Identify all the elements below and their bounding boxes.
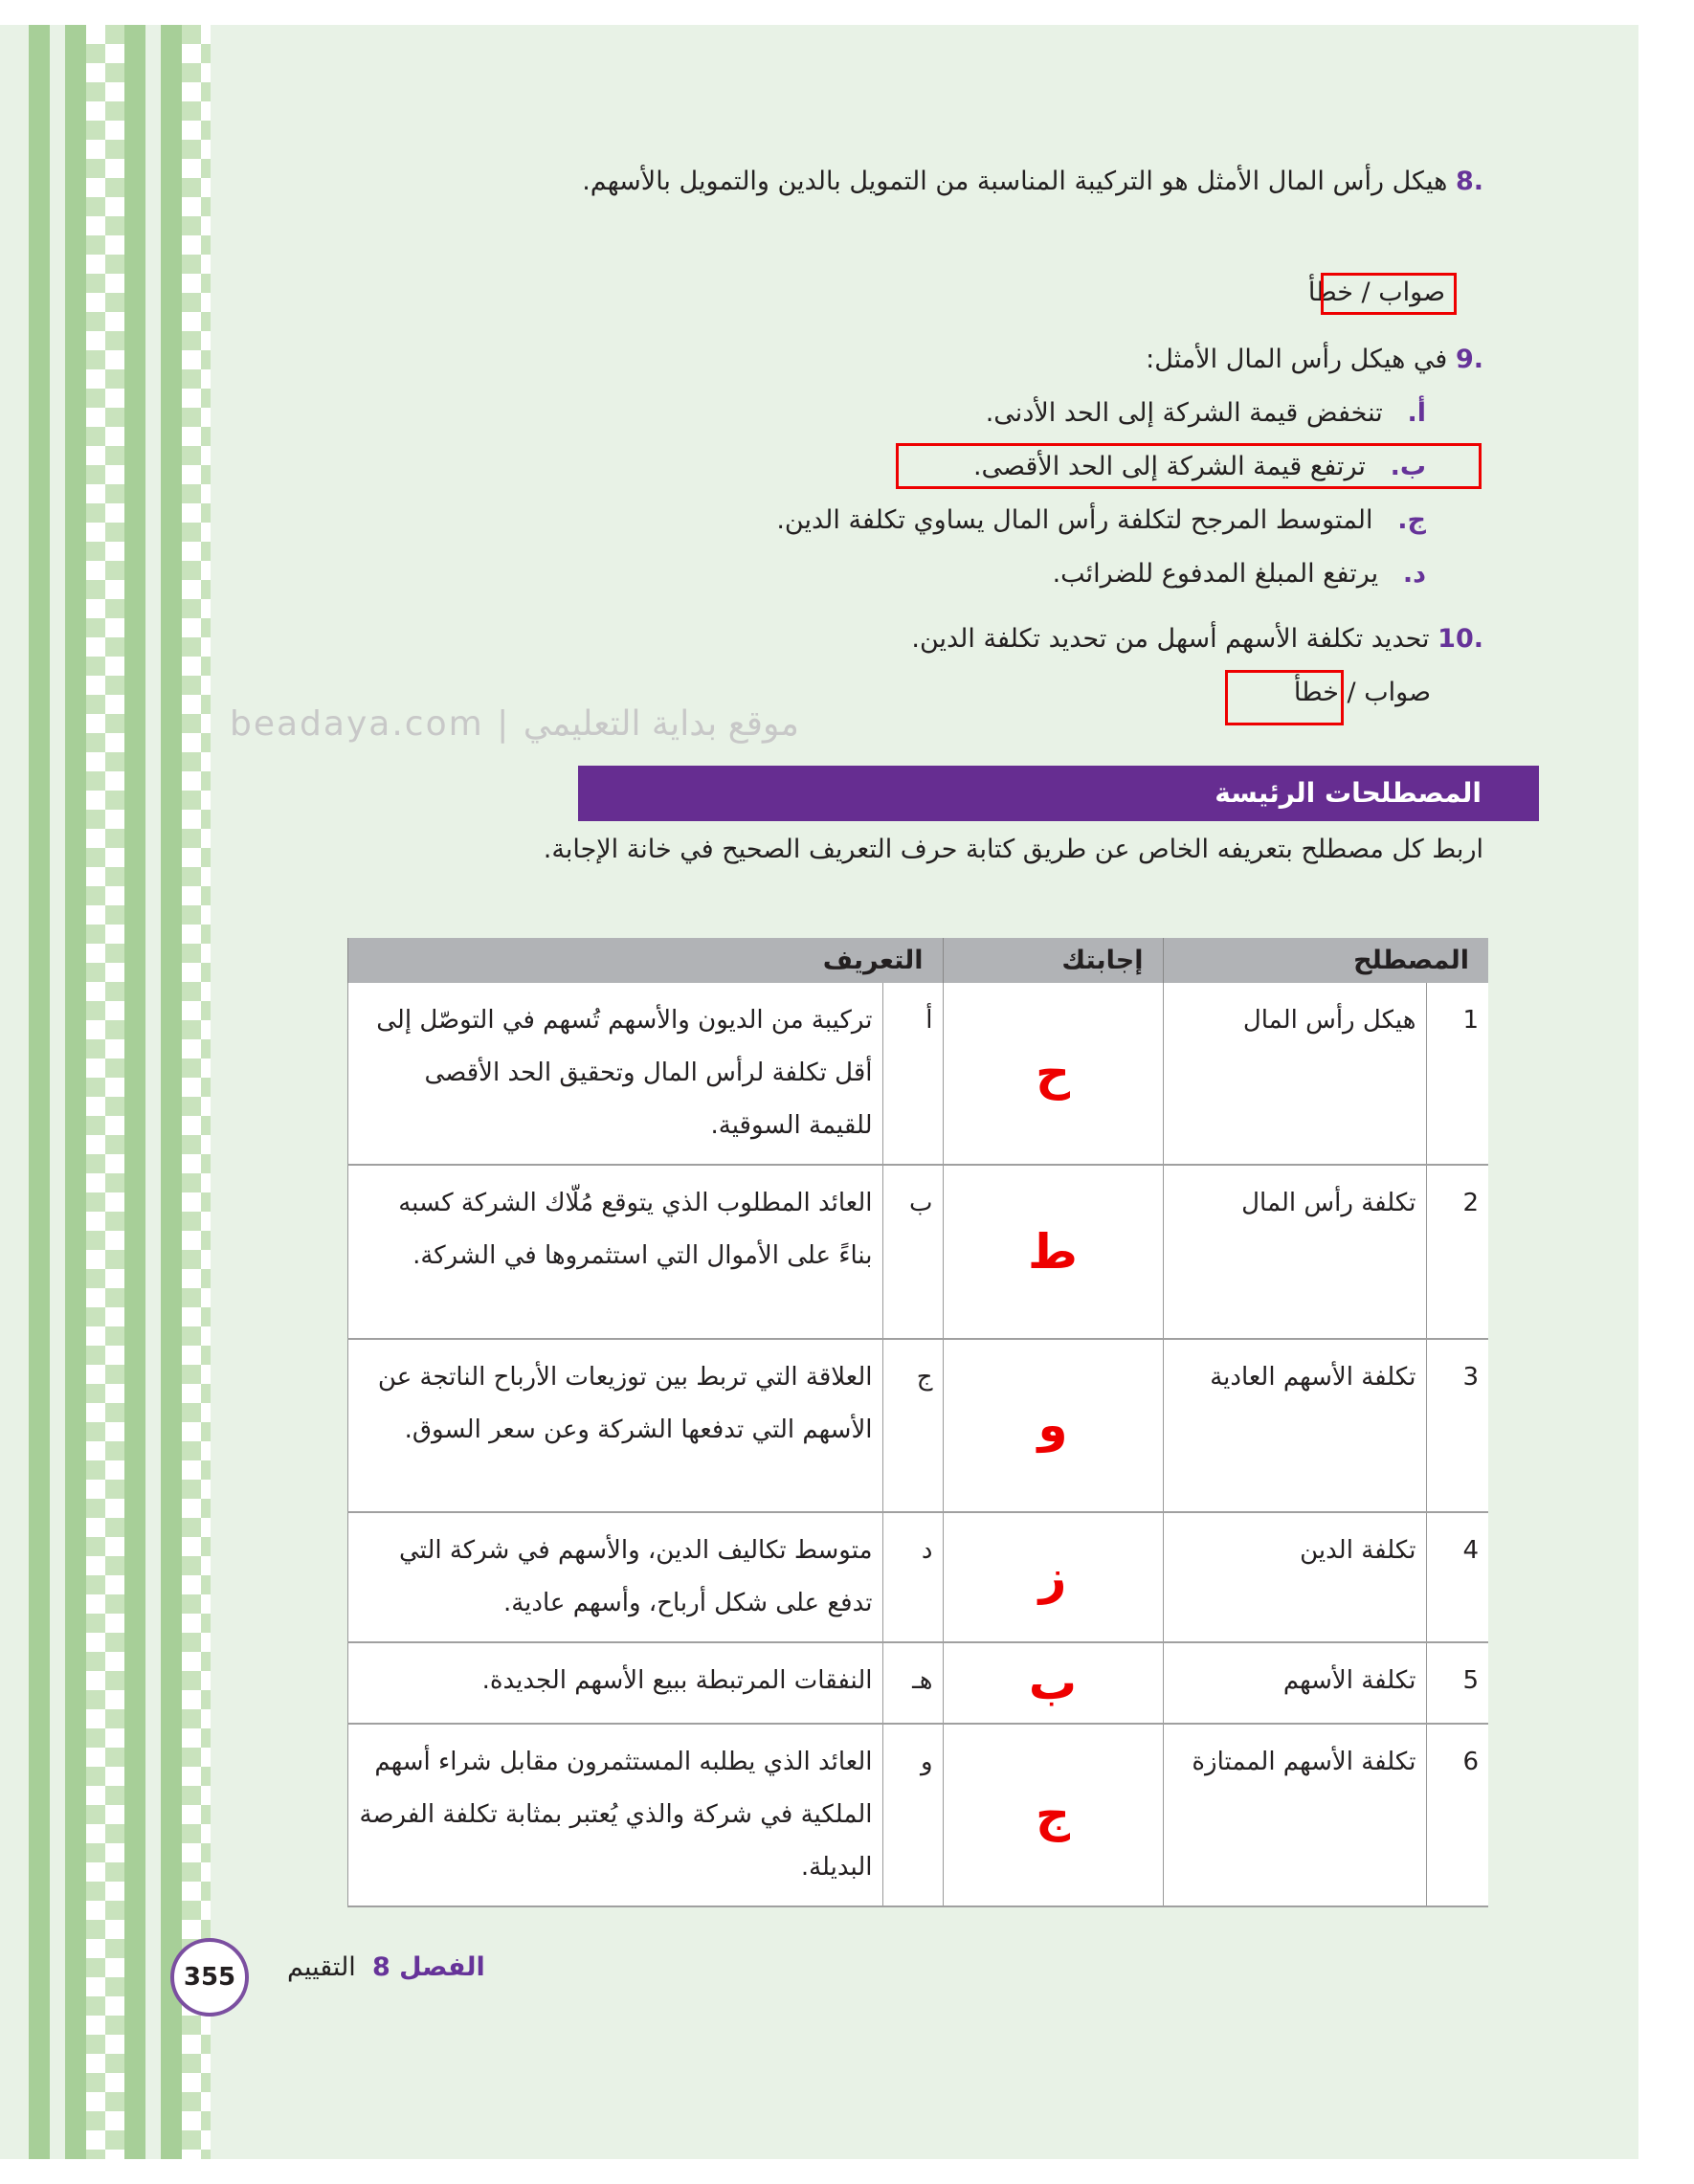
row-number: 3 xyxy=(1426,1339,1488,1512)
table-row xyxy=(348,1339,1489,1512)
term-cell: تكلفة الأسهم الممتازة xyxy=(1163,1724,1426,1906)
question-number: .10 xyxy=(1438,624,1483,654)
header-term: المصطلح xyxy=(1163,938,1488,983)
q9-answer-highlight xyxy=(896,443,1482,489)
definition-cell: تركيبة من الديون والأسهم تُسهم في التوصّل إلى أقل تكلفة لرأس المال وتحقيق الحد الأقصى للقيمة السوقية. xyxy=(348,983,883,1165)
question-number: .8 xyxy=(1455,167,1483,196)
q10-answer-highlight xyxy=(1225,670,1344,725)
row-number: 5 xyxy=(1426,1642,1488,1724)
table-row xyxy=(348,983,1489,1165)
term-cell: تكلفة الأسهم العادية xyxy=(1163,1339,1426,1512)
footer xyxy=(287,1952,485,1982)
page-number: 355 xyxy=(170,1938,249,2017)
answer-cell: ب xyxy=(943,1642,1163,1724)
option-label: ج. xyxy=(1397,505,1426,535)
term-cell: تكلفة الدين xyxy=(1163,1512,1426,1642)
table-row xyxy=(348,1642,1489,1724)
definition-letter: د xyxy=(882,1512,943,1642)
term-cell: هيكل رأس المال xyxy=(1163,983,1426,1165)
section-title: المصطلحات الرئيسة xyxy=(578,766,1539,821)
definition-letter: هـ xyxy=(882,1642,943,1724)
definition-cell: العلاقة التي تربط بين توزيعات الأرباح الناتجة عن الأسهم التي تدفعها الشركة وعن سعر السوق. xyxy=(348,1339,883,1512)
q9-option-c xyxy=(776,494,1426,547)
table-row xyxy=(348,1512,1489,1642)
watermark: beadaya.com | موقع بداية التعليمي xyxy=(230,704,799,744)
definition-cell: العائد الذي يطلبه المستثمرون مقابل شراء أسهم الملكية في شركة والذي يُعتبر بمثابة تكلفة الفرصة البديلة. xyxy=(348,1724,883,1906)
table-row xyxy=(348,1165,1489,1339)
section-instructions: اربط كل مصطلح بتعريفه الخاص عن طريق كتابة حرف التعريف الصحيح في خانة الإجابة. xyxy=(543,835,1483,864)
option-text: تنخفض قيمة الشركة إلى الحد الأدنى. xyxy=(985,398,1383,428)
definition-cell: متوسط تكاليف الدين، والأسهم في شركة التي تدفع على شكل أرباح، وأسهم عادية. xyxy=(348,1512,883,1642)
question-text: في هيكل رأس المال الأمثل: xyxy=(1146,345,1448,374)
chapter-label: الفصل 8 xyxy=(371,1952,485,1982)
question-number: .9 xyxy=(1455,345,1483,374)
definition-letter: ب xyxy=(882,1165,943,1339)
option-text: المتوسط المرجح لتكلفة رأس المال يساوي تكلفة الدين. xyxy=(776,505,1373,535)
definition-cell: النفقات المرتبطة ببيع الأسهم الجديدة. xyxy=(348,1642,883,1724)
header-definition: التعريف xyxy=(348,938,944,983)
section-label: التقييم xyxy=(287,1952,356,1982)
q10-answer: صواب / خطأ xyxy=(1293,678,1431,707)
row-number: 1 xyxy=(1426,983,1488,1165)
decorative-strip xyxy=(29,25,211,2159)
terms-table xyxy=(347,938,1488,1907)
definition-cell: العائد المطلوب الذي يتوقع مُلّاك الشركة كسبه بناءً على الأموال التي استثمروها في الشركة. xyxy=(348,1165,883,1339)
question-8 xyxy=(526,155,1483,209)
definition-letter: أ xyxy=(882,983,943,1165)
option-label: ب. xyxy=(1390,452,1426,481)
option-text: ترتفع قيمة الشركة إلى الحد الأقصى. xyxy=(972,452,1366,481)
row-number: 6 xyxy=(1426,1724,1488,1906)
header-answer: إجابتك xyxy=(943,938,1163,983)
term-cell: تكلفة رأس المال xyxy=(1163,1165,1426,1339)
row-number: 4 xyxy=(1426,1512,1488,1642)
question-text: تحديد تكلفة الأسهم أسهل من تحديد تكلفة الدين. xyxy=(911,624,1430,654)
answer-cell: ح xyxy=(943,983,1163,1165)
answer-cell: و xyxy=(943,1339,1163,1512)
question-10 xyxy=(911,613,1483,666)
q9-option-d xyxy=(1053,547,1426,601)
q9-option-a xyxy=(986,387,1426,440)
answer-cell: ج xyxy=(943,1724,1163,1906)
question-text: هيكل رأس المال الأمثل هو التركيبة المناسبة من التمويل بالدين والتمويل بالأسهم. xyxy=(582,167,1448,196)
term-cell: تكلفة الأسهم xyxy=(1163,1642,1426,1724)
option-label: د. xyxy=(1402,559,1426,589)
table-row xyxy=(348,1724,1489,1906)
row-number: 2 xyxy=(1426,1165,1488,1339)
option-text: يرتفع المبلغ المدفوع للضرائب. xyxy=(1052,559,1379,589)
definition-letter: ج xyxy=(882,1339,943,1512)
option-label: أ. xyxy=(1407,398,1426,428)
q8-answer: صواب / خطأ xyxy=(1307,278,1445,307)
answer-cell: ط xyxy=(943,1165,1163,1339)
answer-cell: ز xyxy=(943,1512,1163,1642)
q8-answer-highlight xyxy=(1321,273,1457,315)
definition-letter: و xyxy=(882,1724,943,1906)
question-9 xyxy=(1146,333,1483,387)
